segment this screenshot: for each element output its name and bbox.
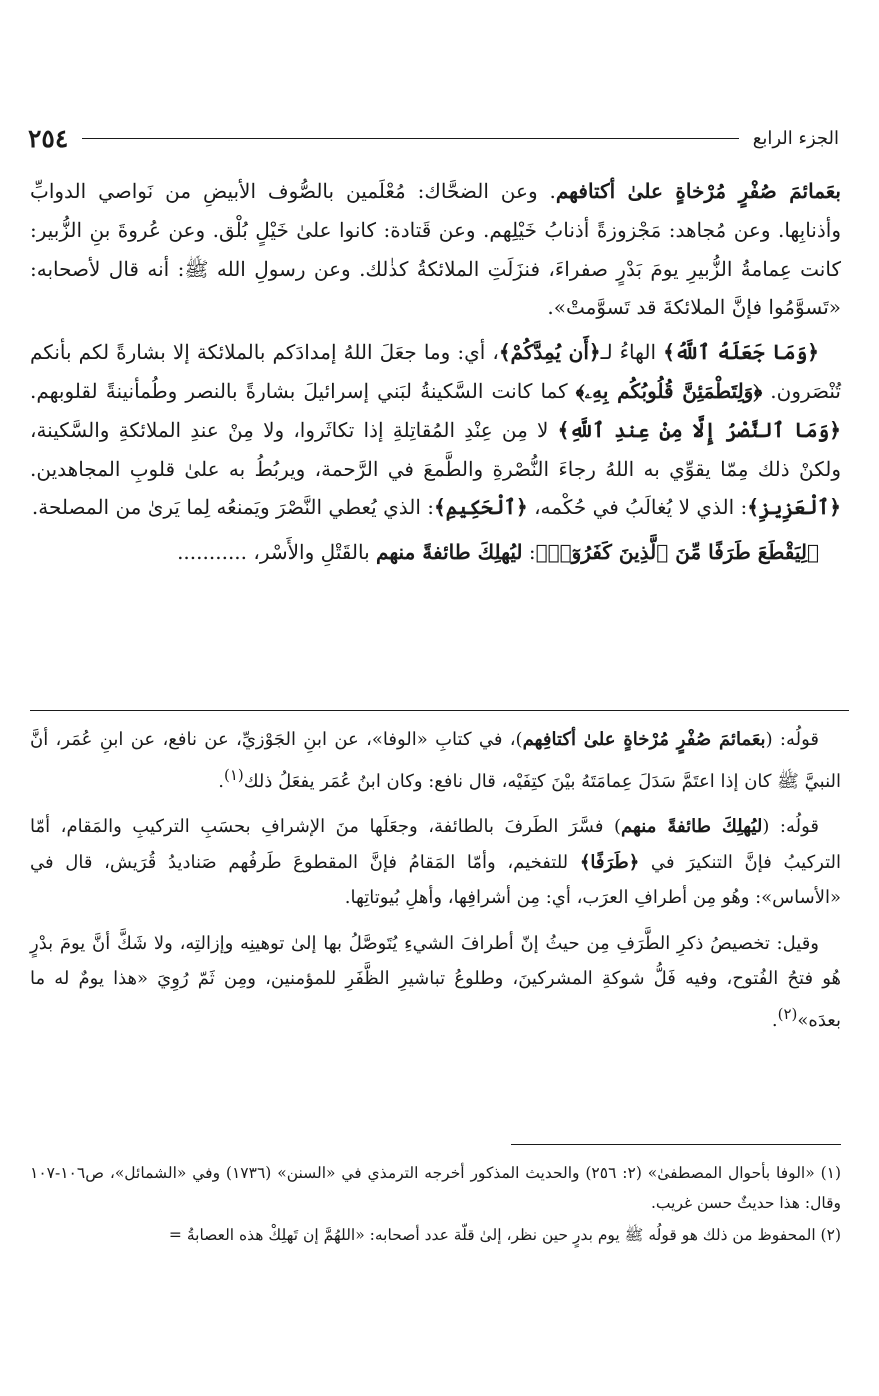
header-rule xyxy=(82,138,738,139)
main-divider xyxy=(30,710,849,711)
running-head: الجزء الرابع xyxy=(752,127,839,149)
bold-phrase: بعَمائمَ صُفْرٍ مُرْخاةٍ علىٰ أكتافِهم xyxy=(522,729,766,750)
commentary-paragraph-2 xyxy=(30,809,841,916)
quran-quote: ﴿لِيَقْطَعَ طَرَفًا مِّنَ ٱلَّذِينَ كَفَرُوٓا۟﴾ xyxy=(535,540,819,565)
footnote-1: (١) «الوفا بأحوال المصطفىٰ» (٢: ٢٥٦) والحديث المذكور أخرجه الترمذي في «السنن» (١٧٣٦) وفي «الشمائل»، ص١٠٦-١٠٧ وقال: هذا حديثٌ حسن غريب. xyxy=(30,1164,842,1212)
bold-phrase: ليُهلِكَ طائفةً منهم xyxy=(376,540,523,565)
text-run: )، في كتابِ «الوفا»، عن ابنِ الجَوْزيِّ، عن نافع، عن ابنِ عُمَر، أنَّ النبيَّ ﷺ كان إذا اعتَمَّ سَدَلَ عِمامَتَهُ بيْنَ كتِفَيْه، قال نافع: وكان ابنُ عُمَر يفعَلُ ذلك xyxy=(30,729,841,792)
quran-quote: ﴿وَلِتَطْمَئِنَّ قُلُوبُكُم بِهِۦ﴾ xyxy=(575,378,763,403)
text-run: : الذي يُعطي النَّصْرَ ويَمنعُه لِما يَرىٰ من المصلحة. xyxy=(31,495,434,520)
main-paragraph-2 xyxy=(30,333,841,527)
footnote-ref: (٢) xyxy=(777,1004,798,1023)
text-run: . xyxy=(771,1009,778,1031)
quran-quote: ﴿وَمَا جَعَلَهُ ٱللَّهُ﴾ xyxy=(663,340,820,365)
text-run: بالقَتْلِ والأَسْر، ........... xyxy=(177,540,377,565)
text-run: : الذي لا يُغالَبُ في حُكْمه، xyxy=(527,495,748,520)
text-run: وقيل: تخصيصُ ذكرِ الطَّرَفِ مِن حيثُ إنّ أطرافَ الشيءِ يُتَوصَّلُ بها إلىٰ توهينِه وإزالتِه، ولا شَكَّ أنَّ يومَ بدْرٍ هُو فتحُ الفُتوح، وفيه فَلُّ شوكةِ المشركينَ، وطلوعُ تباشيرِ الظَّفَرِ للمؤمنين، ومِن ثَمّ رُوِيَ «هذا يومٌ له ما بعدَه» xyxy=(30,932,841,1031)
commentary-paragraph-1 xyxy=(30,722,841,799)
footnote-divider xyxy=(511,1144,841,1145)
text-run: . وعن الضحَّاك: مُعْلَمين بالصُّوف الأبيضِ من نَواصي الدوابِّ وأذنابِها. وعن مُجاهد: مَجْزوزةً أذنابُ خَيْلِهم. وعن قَتادة: كانوا علىٰ خَيْلٍ بُلْق. وعن عُروةَ بنِ الزُّبير: كانت عِمامةُ الزُّبيرِ يومَ بَدْرٍ صفراءَ، فنزَلَتِ الملائكةُ كذٰلك. وعن رسولِ الله ﷺ: أنه قال لأصحابه: «تَسوَّمُوا فإنَّ الملائكةَ قد تَسوَّمتْ». xyxy=(30,179,841,320)
footnotes xyxy=(30,1158,841,1252)
text-run: قولُه: ( xyxy=(762,816,819,837)
main-text xyxy=(30,172,841,572)
text-run: للتفخيم، وأمّا المَقامُ فإنَّ المقطوعَ طَرفُهم صَناديدُ قُرَيش، قال في «الأساس»: وهُو مِن أطرافِ العرَب، أي: مِن أشرافِها، وأهلِ بُيوتاتِها. xyxy=(30,851,841,908)
main-paragraph-3 xyxy=(30,533,841,572)
footnote-2: (٢) المحفوظ من ذلك هو قولُه ﷺ يوم بدرٍ حين نظر، إلىٰ قلّة عدد أصحابه: «اللهُمَّ إن تَهلِكْ هذه العصابةُ = xyxy=(168,1226,841,1244)
footnote-ref: (١) xyxy=(223,765,244,784)
quran-quote: ﴿ٱلْحَكِيمِ﴾ xyxy=(433,495,528,520)
quran-quote: ﴿ٱلْعَزِيزِ﴾ xyxy=(747,495,841,520)
text-run: . xyxy=(218,770,224,792)
text-run: ، أي: وما جعَلَ اللهُ إمدادَكم بالملائكة إلا بشارةً لكم بأنكم تُنْصَرون. xyxy=(30,340,841,403)
text-run: قولُه: ( xyxy=(765,729,819,750)
bold-phrase: بعَمائمَ صُفْرٍ مُرْخاةٍ علىٰ أكتافهم xyxy=(555,179,841,203)
main-paragraph-1 xyxy=(30,172,841,327)
text-run: الهاءُ لـ xyxy=(600,340,664,365)
page-header xyxy=(28,118,839,158)
text-run: : xyxy=(522,540,536,565)
page-number: ٢٥٤ xyxy=(28,123,69,153)
commentary-paragraph-3 xyxy=(30,926,841,1039)
text-run: ) فسَّرَ الطَرفَ بالطائفة، وجعَلَها منَ الإشرافِ بحسَبِ التركيبِ والمَقام، أمّا التركيبُ فإنَّ التنكيرَ في xyxy=(30,816,841,873)
text-run: كما كانت السَّكينةُ لبَني إسرائيلَ بشارةً بالنصر وطُمأنينةً لقلوبهم. xyxy=(30,378,576,403)
quran-quote: ﴿وَمَا ٱلنَّصْرُ إِلَّا مِنْ عِندِ ٱللَّهِ﴾ xyxy=(557,417,841,442)
text-run: لا مِن عِنْدِ المُقاتِلةِ إذا تكاثَروا، ولا مِنْ عندِ الملائكةِ والسَّكينة، ولكنْ ذلك مِمّا يقوِّي به اللهُ رجاءَ النُّصْرةِ والطَّمعَ في الرَّحمة، ويربُطُ به علىٰ قلوبِ المجاهدين. xyxy=(30,417,841,481)
commentary xyxy=(30,722,841,1048)
quran-quote: ﴿أَن يُمِدَّكُمْ﴾ xyxy=(498,340,601,365)
bold-phrase: ليُهلِكَ طائفةً منهم xyxy=(620,816,763,837)
quran-quote: ﴿طَرَفًا﴾ xyxy=(579,851,640,873)
